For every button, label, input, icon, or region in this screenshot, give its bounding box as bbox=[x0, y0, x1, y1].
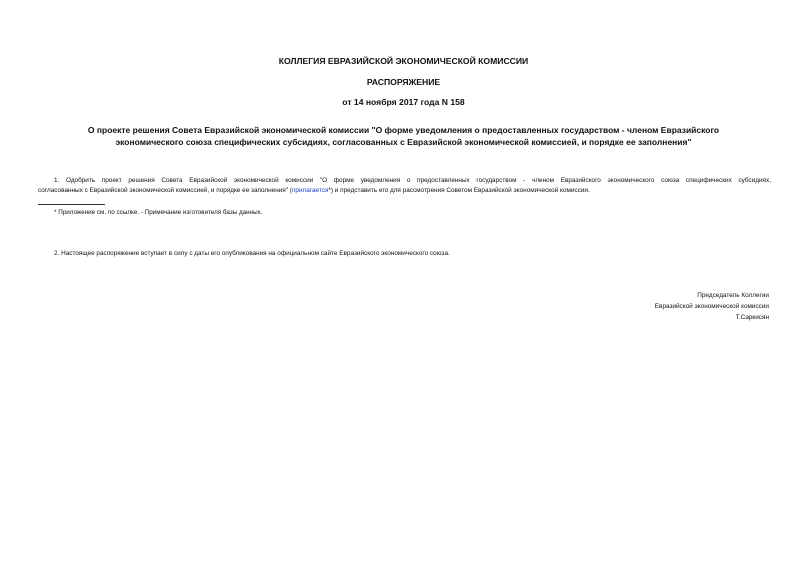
paragraph-1-text-after-link: *) и представить его для рассмотрения Советом Евразийской экономической комиссии. bbox=[328, 187, 590, 194]
footnote: * Приложение см. по ссылке. - Примечание изготовителя базы данных. bbox=[54, 209, 263, 216]
paragraph-1-line-1: 1. Одобрить проект решения Совета Евразийской экономической комиссии "О форме уведомления о предоставленных государством - членом Евразийского экономического союза специфических субсидиях, bbox=[54, 177, 771, 184]
document-title-line-1: О проекте решения Совета Евразийской экономической комиссии "О форме уведомления о предоставленных государством - членом Евразийского bbox=[87, 125, 720, 135]
footnote-divider bbox=[38, 204, 105, 205]
paragraph-1-text-before-link: согласованных с Евразийской экономической комиссией, и порядке ее заполнения" ( bbox=[38, 187, 292, 194]
document-type: РАСПОРЯЖЕНИЕ bbox=[366, 77, 441, 87]
paragraph-1 bbox=[38, 176, 771, 196]
signatory-position: Председатель Коллегии bbox=[697, 292, 769, 299]
attachment-link[interactable]: прилагается bbox=[291, 187, 329, 194]
paragraph-1-line-2 bbox=[38, 186, 771, 196]
document-date-number: от 14 ноября 2017 года N 158 bbox=[342, 97, 465, 107]
signatory-organization: Евразийской экономической комиссии bbox=[654, 303, 769, 310]
document-title-line-2: экономического союза специфических субсидиях, согласованных с Евразийской экономической комиссией, и порядке ее заполнения" bbox=[115, 137, 692, 147]
issuing-organization: КОЛЛЕГИЯ ЕВРАЗИЙСКОЙ ЭКОНОМИЧЕСКОЙ КОМИССИИ bbox=[278, 56, 529, 66]
signatory-name: Т.Саркисян bbox=[735, 314, 769, 321]
paragraph-2: 2. Настоящее распоряжение вступает в силу с даты его опубликования на официальном сайте Евразийского экономического союза. bbox=[54, 250, 450, 257]
